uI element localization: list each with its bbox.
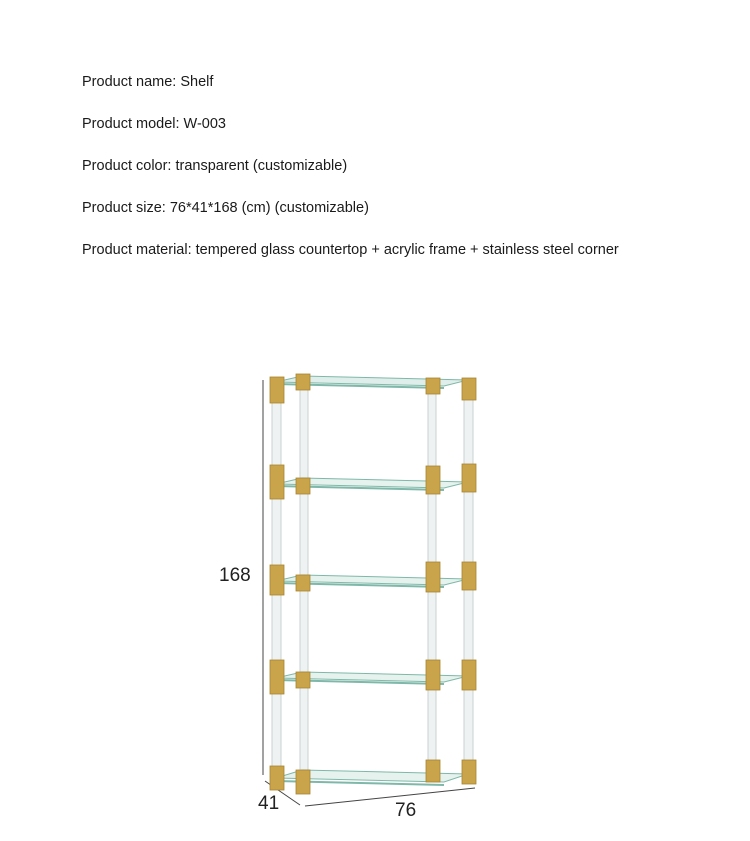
width-dimension-line <box>305 788 475 806</box>
dimension-lines <box>263 380 475 806</box>
product-name-text: Product name: Shelf <box>82 74 214 90</box>
product-model-text: Product model: W-003 <box>82 116 226 132</box>
product-size-text: Product size: 76*41*168 (cm) (customizable) <box>82 200 369 216</box>
product-material-text: Product material: tempered glass countertop + acrylic frame + stainless steel corner <box>82 242 619 258</box>
width-dimension-label: 76 <box>395 800 417 821</box>
product-color-text: Product color: transparent (customizable) <box>82 158 348 174</box>
depth-dimension-label: 41 <box>258 793 280 814</box>
height-dimension-label: 168 <box>219 565 251 586</box>
